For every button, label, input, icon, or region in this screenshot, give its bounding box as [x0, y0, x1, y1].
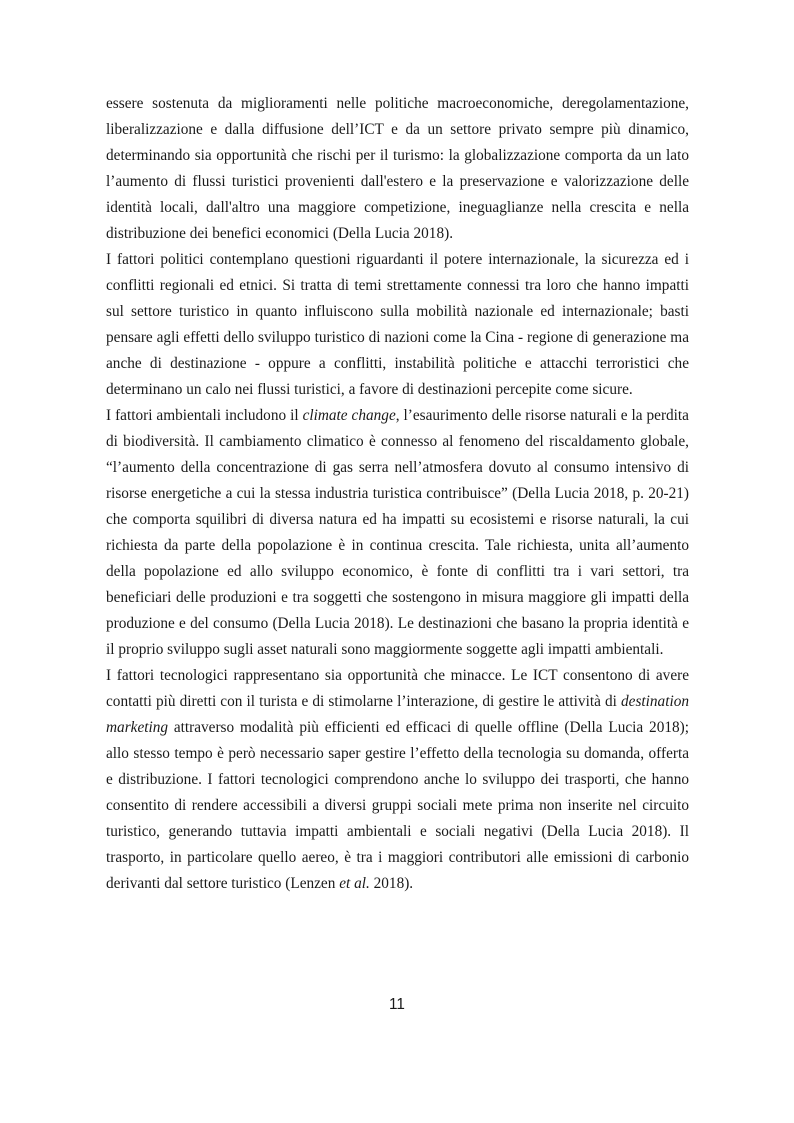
- paragraph-environmental-factors: [106, 403, 689, 663]
- paragraph-globalization: [106, 91, 689, 247]
- paragraph-technological-factors: [106, 663, 689, 897]
- paragraph-political-factors: [106, 247, 689, 403]
- paragraph-text: , l’esaurimento delle risorse naturali e la perdita di biodiversità. Il cambiamento climatico è connesso al fenomeno del riscaldamento globale, “l’aumento della concentrazione di gas serra nell’atmosfera dovuto al consumo intensivo di risorse energetiche a cui la stessa industria turistica contribuisce” (Della Lucia 2018, p. 20-21) che comporta squilibri di diversa natura ed ha impatti su ecosistemi e risorse naturali, la cui richiesta da parte della popolazione è in continua crescita. Tale richiesta, unita all’aumento della popolazione ed allo sviluppo economico, è fonte di conflitti tra i vari settori, tra beneficiari delle produzioni e tra soggetti che sostengono in misura maggiore gli impatti della produzione e del consumo (Della Lucia 2018). Le destinazioni che basano la propria identità e il proprio sviluppo sugli asset naturali sono maggiormente soggette agli impatti ambientali.: [106, 407, 689, 658]
- paragraph-text: I fattori politici contemplano questioni riguardanti il potere internazionale, la sicurezza ed i conflitti regionali ed etnici. Si tratta di temi strettamente connessi tra loro che hanno impatti sul settore turistico in quanto influiscono sulla mobilità nazionale ed internazionale; basti pensare agli effetti dello sviluppo turistico di nazioni come la Cina - regione di generazione ma anche di destinazione - oppure a conflitti, instabilità politiche e attacchi terroristici che determinano un calo nei flussi turistici, a favore di destinazioni percepite come sicure.: [106, 251, 689, 398]
- paragraph-text: attraverso modalità più efficienti ed efficaci di quelle offline (Della Lucia 2018); allo stesso tempo è però necessario saper gestire l’effetto della tecnologia su domanda, offerta e distribuzione. I fattori tecnologici comprendono anche lo sviluppo dei trasporti, che hanno consentito di rendere accessibili a diversi gruppi sociali mete prima non inserite nel circuito turistico, generando tuttavia impatti ambientali e sociali negativi (Della Lucia 2018). Il trasporto, in particolare quello aereo, è tra i maggiori contributori alle emissioni di carbonio derivanti dal settore turistico (Lenzen: [106, 719, 689, 892]
- paragraph-text: essere sostenuta da miglioramenti nelle politiche macroeconomiche, deregolamentazione, liberalizzazione e dalla diffusione dell’ICT e da un settore privato sempre più dinamico, determinando sia opportunità che rischi per il turismo: la globalizzazione comporta da un lato l’aumento di flussi turistici provenienti dall'estero e la preservazione e valorizzazione delle identità locali, dall'altro una maggiore competizione, ineguaglianze nella crescita e nella distribuzione dei benefici economici (Della Lucia 2018).: [106, 95, 689, 242]
- paragraph-text: I fattori tecnologici rappresentano sia opportunità che minacce. Le ICT consentono di avere contatti più diretti con il turista e di stimolarne l’interazione, di gestire le attività di: [106, 667, 689, 710]
- paragraph-text: I fattori ambientali includono il: [106, 407, 303, 424]
- italic-term-destination-marketing: destination marketing: [106, 693, 689, 736]
- paragraph-text: 2018).: [369, 875, 414, 892]
- italic-term-climate-change: climate change: [302, 407, 396, 424]
- italic-term-et-al: et al.: [339, 875, 370, 892]
- page-number: 11: [389, 996, 405, 1013]
- body-text: [106, 91, 689, 897]
